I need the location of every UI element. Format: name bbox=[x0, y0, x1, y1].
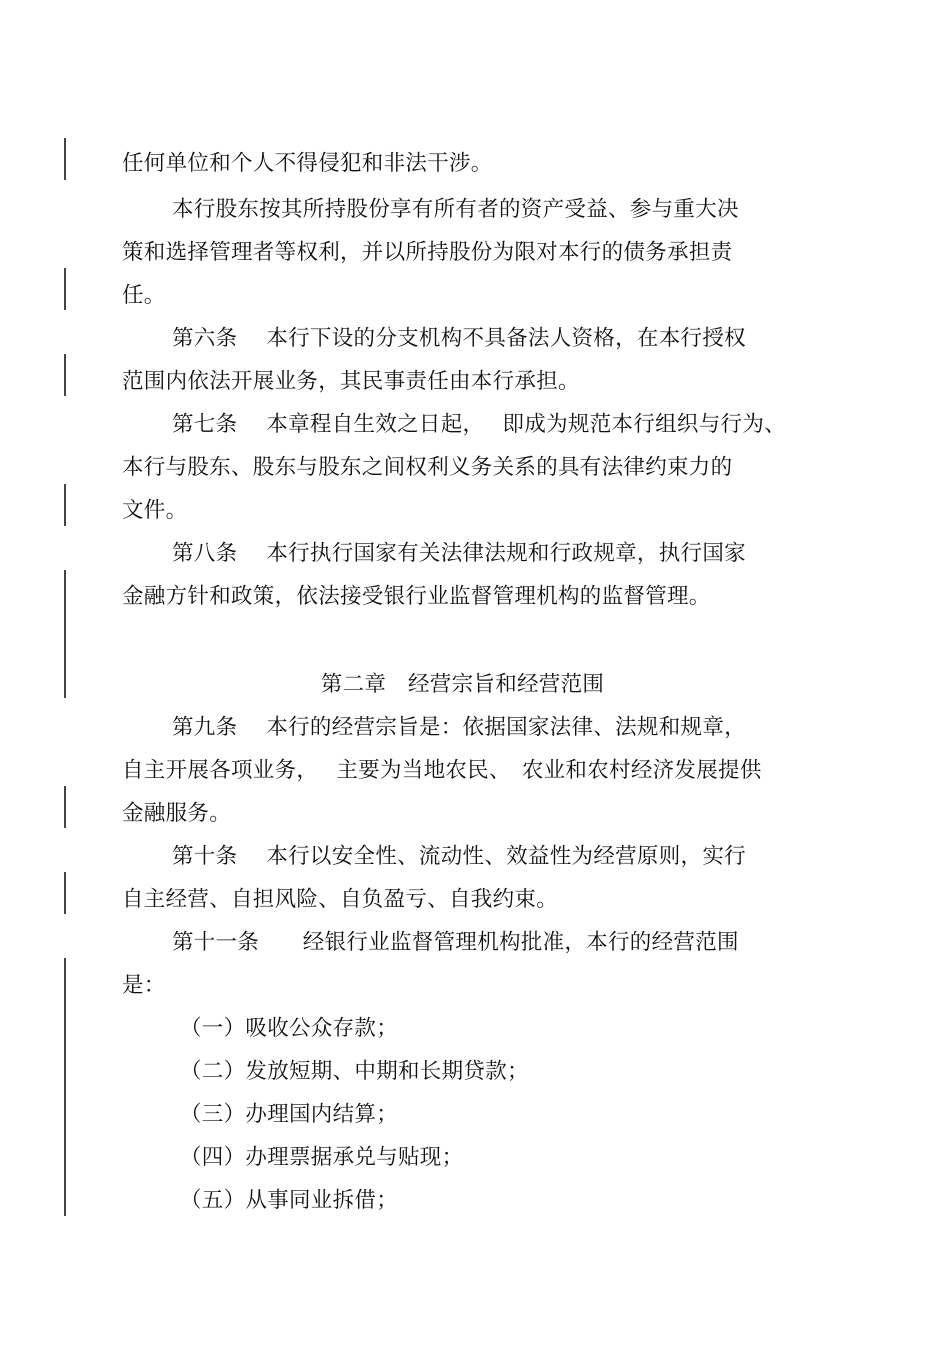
text-line: 金融服务。 bbox=[122, 801, 232, 826]
list-item: （二）发放短期、中期和长期贷款； bbox=[180, 1059, 529, 1084]
list-item: （一）吸收公众存款； bbox=[180, 1016, 399, 1041]
article-7: 第七条 本章程自生效之日起， 即成为规范本行组织与行为、 bbox=[172, 412, 786, 437]
text-line: 任。 bbox=[122, 283, 166, 308]
chapter-heading: 第二章 经营宗旨和经营范围 bbox=[320, 672, 605, 697]
text-line: 范围内依法开展业务，其民事责任由本行承担。 bbox=[122, 369, 580, 394]
article-11: 第十一条 经银行业监督管理机构批准，本行的经营范围 bbox=[172, 930, 739, 955]
revision-bar bbox=[64, 138, 66, 180]
text-line: 本行与股东、股东与股东之间权利义务关系的具有法律约束力的 bbox=[122, 455, 733, 480]
text-line: 金融方针和政策，依法接受银行业监督管理机构的监督管理。 bbox=[122, 584, 711, 609]
revision-bar bbox=[64, 484, 66, 526]
revision-bar bbox=[64, 958, 66, 1216]
text-line: 本行股东按其所持股份享有所有者的资产受益、参与重大决 bbox=[172, 197, 739, 222]
article-6: 第六条 本行下设的分支机构不具备法人资格，在本行授权 bbox=[172, 326, 746, 351]
revision-bar bbox=[64, 872, 66, 914]
text-line: 文件。 bbox=[122, 498, 188, 523]
text-line: 任何单位和个人不得侵犯和非法干涉。 bbox=[122, 151, 493, 176]
article-8: 第八条 本行执行国家有关法律法规和行政规章，执行国家 bbox=[172, 541, 746, 566]
text-line: 自主经营、自担风险、自负盈亏、自我约束。 bbox=[122, 887, 559, 912]
text-line: 自主开展各项业务， 主要为当地农民、 农业和农村经济发展提供 bbox=[122, 758, 762, 783]
revision-bar bbox=[64, 786, 66, 828]
list-item: （四）办理票据承兑与贴现； bbox=[180, 1145, 464, 1170]
revision-bar bbox=[64, 354, 66, 396]
article-9: 第九条 本行的经营宗旨是：依据国家法律、法规和规章， bbox=[172, 715, 746, 740]
revision-bar bbox=[64, 268, 66, 310]
article-10: 第十条 本行以安全性、流动性、效益性为经营原则，实行 bbox=[172, 844, 746, 869]
list-item: （三）办理国内结算； bbox=[180, 1102, 399, 1127]
list-item: （五）从事同业拆借； bbox=[180, 1188, 399, 1213]
text-line: 策和选择管理者等权利，并以所持股份为限对本行的债务承担责 bbox=[122, 240, 733, 265]
text-line: 是： bbox=[122, 973, 166, 998]
